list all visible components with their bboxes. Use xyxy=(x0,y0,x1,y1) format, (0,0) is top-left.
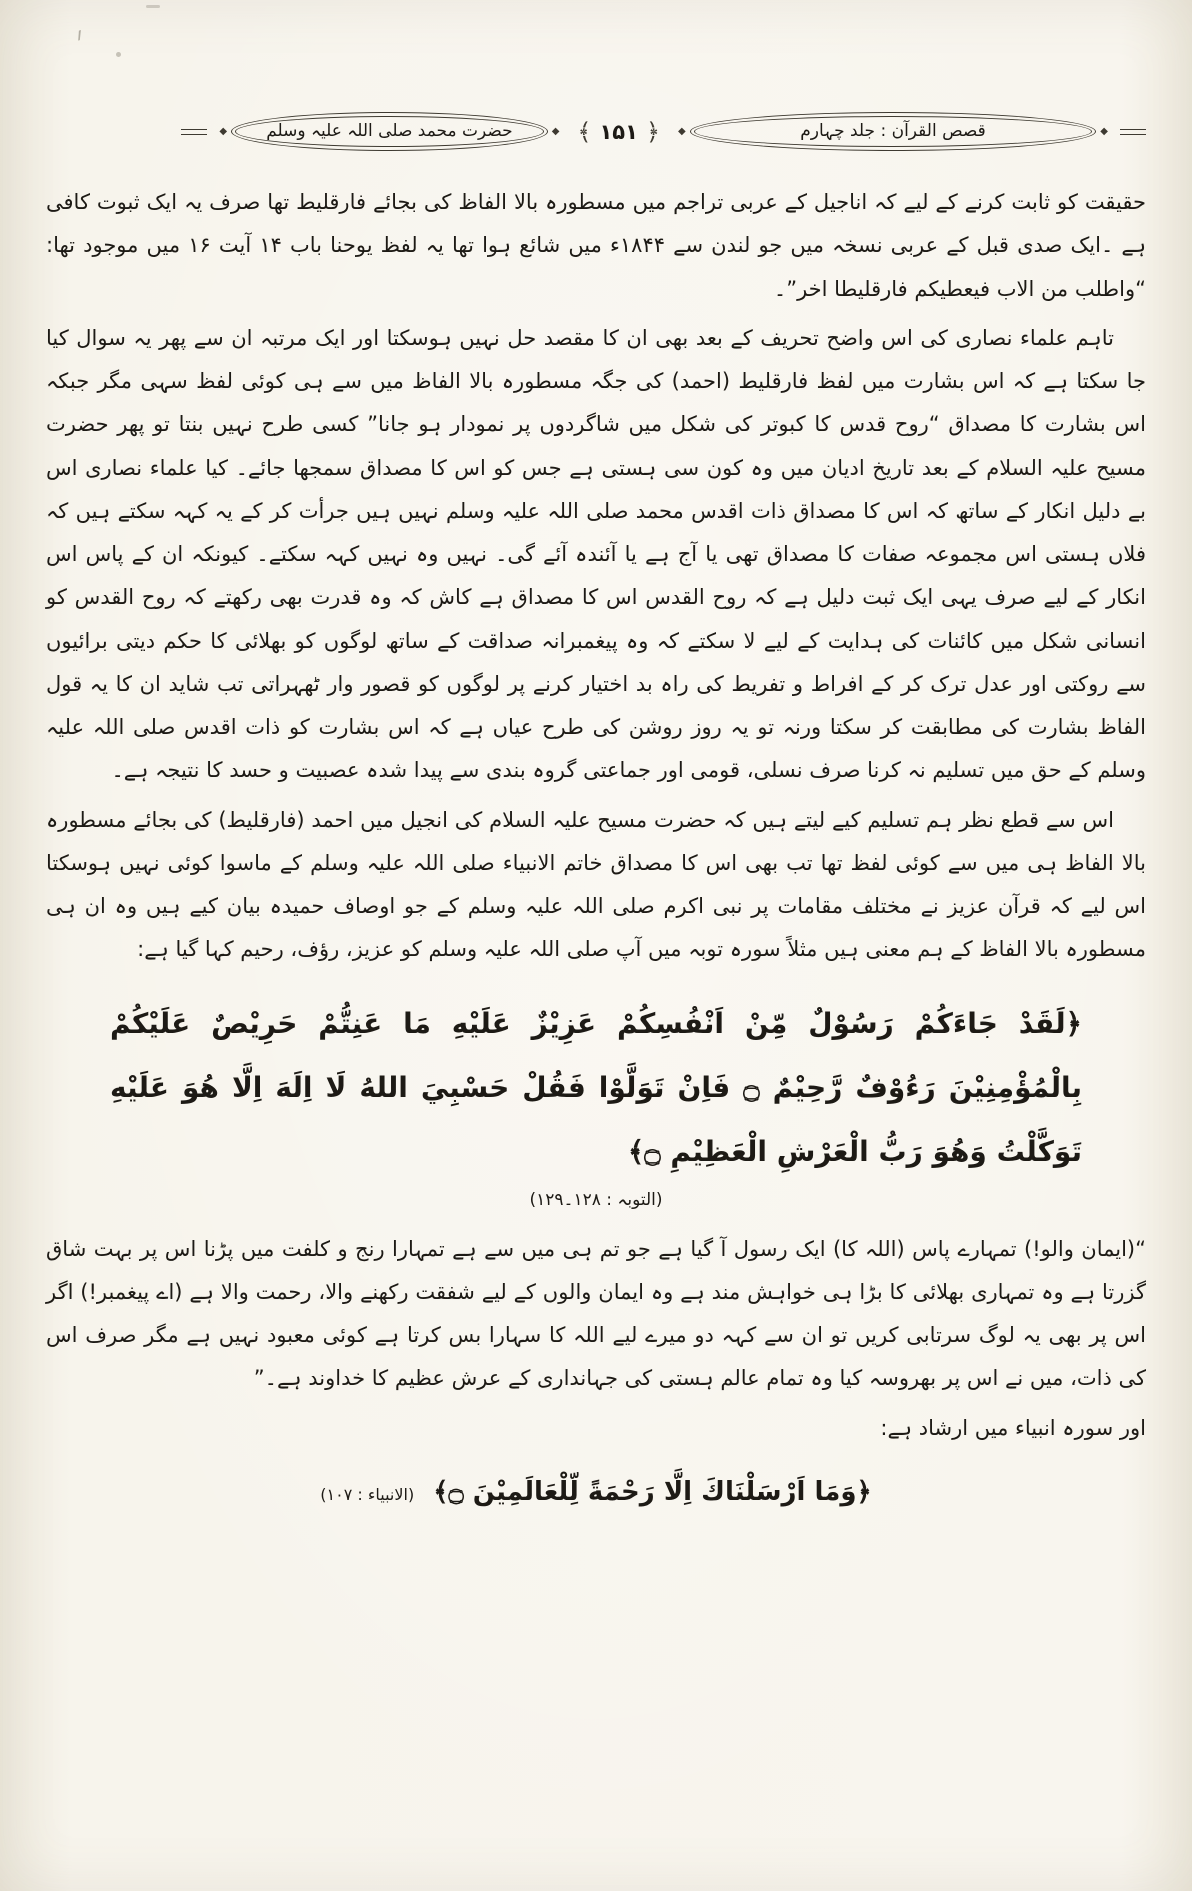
scan-artifact xyxy=(146,5,160,8)
quran-verse-anbiya-row xyxy=(46,1466,1146,1518)
book-title-cartouche xyxy=(678,112,1108,151)
quran-verse-anbiya: ﴿وَمَا اَرْسَلْنَاكَ اِلَّا رَحْمَةً لِّلْعَالَمِيْنَ ۝﴾ xyxy=(433,1476,872,1507)
verse-citation-tawbah: (التوبہ : ۱۲۸۔۱۲۹) xyxy=(529,1189,663,1210)
paragraph-translation: “(ایمان والو!) تمہارے پاس (اللہ کا) ایک رسول آ گیا ہے جو تم ہی میں سے ہے تمہارا رنج و کلفت میں پڑنا اس پر بہت شاق گزرتا ہے وہ تمہاری بھلائی کا بڑا ہی خواہش مند ہے وہ ایمان والوں کے لیے شفقت رکھنے والا، رحمت والا ہے (اے پیغمبر!) اگر اس پر بھی یہ لوگ سرتابی کریں تو ان سے کہہ دو میرے لیے اللہ کا سہارا بس کرتا ہے کوئی معبود نہیں ہے مگر صرف اس کی ذات، میں نے اس پر بھروسہ کیا وہ تمام عالم ہستی کی جہانداری کے عرش عظیم کا خداوند ہے۔” xyxy=(46,1236,1146,1391)
book-title: قصص القرآن : جلد چہارم xyxy=(690,112,1097,151)
page-number-value: ۱۵۱ xyxy=(599,119,638,144)
edge-flourish-line xyxy=(1120,129,1146,135)
paragraph-argument: تاہم علماء نصاری کی اس واضح تحریف کے بعد بھی ان کا مقصد حل نہیں ہوسکتا اور ایک مرتبہ ان سے پھر یہ سوال کیا جا سکتا ہے کہ اس بشارت میں لفظ فارقلیط (احمد) کی جگہ مسطورہ بالا الفاظ میں سے ہی کوئی لفظ سہی مگر جبکہ اس بشارت کا مصداق “روح قدس کا کبوتر کی شکل میں شاگردوں پر نمودار ہو جانا” کسی طرح نہیں بنتا تو پھر حضرت مسیح علیہ السلام کے بعد تاریخ ادیان میں وہ کون سی ہستی ہے جس کو اس کا مصداق سمجھا جائے۔ کیا علماء نصاری اس بے دلیل انکار کے ساتھ کہ اس کا مصداق ذات اقدس محمد صلی اللہ علیہ وسلم نہیں ہیں جرأت کر کے یہ کہہ سکتے ہیں کہ فلاں ہستی اس مجموعہ صفات کا مصداق تھی یا آج ہے یا آئندہ آئے گی۔ نہیں وہ نہیں کہہ سکتے۔ کیونکہ ان کے پاس اس انکار کے لیے صرف یہی ایک ثبت دلیل ہے کہ روح القدس اس کا مصداق ہے کاش کہ وہ قدرت بھی رکھتے کہ روح القدس کو انسانی شکل میں کائنات کی ہدایت کے لیے لا سکتے کہ وہ پیغمبرانہ صداقت کے ساتھ لوگوں کو بھلائی کا حکم دیتی برائیوں سے روکتی اور عدل ترک کر کے افراط و تفریط کی راہ بد اختیار کرنے پر لوگوں کو قصور وار ٹھہراتی تب شاید ان کا یہ قول الفاظ بشارت کی مطابقت کر سکتا ورنہ تو یہ روز روشن کی طرح عیاں ہے کہ اس بشارت کو ذات اقدس صلی اللہ علیہ وسلم کے حق میں تسلیم نہ کرنا صرف نسلی، قومی اور جماعتی گروہ بندی سے پیدا شدہ عصبیت و حسد کا نتیجہ ہے۔ xyxy=(46,325,1146,783)
chapter-title: حضرت محمد صلی اللہ علیہ وسلم xyxy=(231,112,548,151)
scan-artifact xyxy=(116,52,121,57)
cartouche-finial-icon: ◆ xyxy=(678,125,686,137)
cartouche-finial-icon: ◆ xyxy=(1100,125,1108,137)
chapter-title-cartouche xyxy=(219,112,559,151)
scan-artifact: ؍ xyxy=(71,22,88,47)
paragraph-concession: اس سے قطع نظر ہم تسلیم کیے لیتے ہیں کہ حضرت مسیح علیہ السلام کی انجیل میں احمد (فارقلیط) کی بجائے مسطورہ بالا الفاظ ہی میں سے کوئی لفظ تھا تب بھی اس کا مصداق خاتم الانبیاء صلی اللہ علیہ وسلم کے ماسوا کوئی نہیں ہوسکتا اس لیے کہ قرآن عزیز نے مختلف مقامات پر نبی اکرم صلی اللہ علیہ وسلم کے جو اوصاف حمیدہ بیان کیے ہیں وہ ان ہی مسطورہ بالا الفاظ کے ہم معنی ہیں مثلاً سورہ توبہ میں آپ صلی اللہ علیہ وسلم کو عزیز، رؤف، رحیم کہا گیا ہے: xyxy=(46,807,1146,962)
pageno-ornament-icon: ﴿ xyxy=(645,117,660,146)
quran-verse-tawbah: ﴿لَقَدْ جَاءَكُمْ رَسُوْلٌ مِّنْ اَنْفُسِكُمْ عَزِيْزٌ عَلَيْهِ مَا عَنِتُّمْ حَرِيْصٌ عَلَيْكُمْ بِالْمُؤْمِنِيْنَ رَءُوْفٌ رَّحِيْمٌ ۝ فَاِنْ تَوَلَّوْا فَقُلْ حَسْبِيَ اللهُ لَا اِلَهَ اِلَّا هُوَ عَلَيْهِ تَوَكَّلْتُ وَهُوَ رَبُّ الْعَرْشِ الْعَظِيْمِ ۝﴾ xyxy=(110,1006,1082,1169)
paragraph-evidence: حقیقت کو ثابت کرنے کے لیے کہ اناجیل کے عربی تراجم میں مسطورہ بالا الفاظ کی بجائے فارقلیط تھا صرف یہ ایک ثبوت کافی ہے ۔ایک صدی قبل کے عربی نسخہ میں جو لندن سے ۱۸۴۴ء میں شائع ہوا تھا یہ لفظ یوحنا باب ۱۴ آیت ۱۶ میں موجود تھا: “واطلب من الاب فيعطيكم فارقليطا اخر”۔ xyxy=(46,190,1147,301)
verse-citation-anbiya: (الانبیاء : ۱۰۷) xyxy=(320,1484,415,1504)
lead-in-anbiya: اور سورہ انبیاء میں ارشاد ہے: xyxy=(880,1415,1146,1440)
page-header xyxy=(46,112,1146,151)
cartouche-finial-icon: ◆ xyxy=(551,125,560,137)
pageno-ornament-icon: ﴾ xyxy=(577,117,592,146)
page-body xyxy=(46,181,1146,1518)
edge-flourish-line xyxy=(181,129,207,135)
page-number xyxy=(571,118,666,146)
cartouche-finial-icon: ◆ xyxy=(219,125,228,137)
